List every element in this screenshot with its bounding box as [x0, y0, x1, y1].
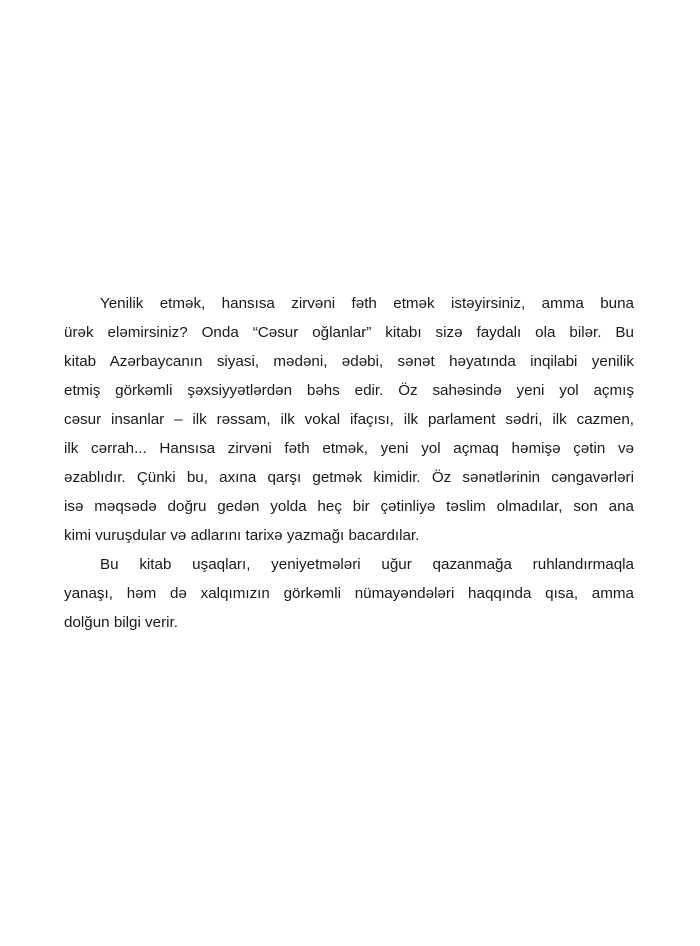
text-line: Yenilik etmək, hansısa zirvəni fəth etmək istəyirsiniz, amma buna	[100, 295, 634, 312]
text-line: isə məqsədə doğru gedən yolda heç bir çətinliyə təslim olmadılar, son ana	[64, 498, 634, 515]
paragraph-1	[64, 289, 634, 550]
text-line: əzablıdır. Çünki bu, axına qarşı getmək kimidir. Öz sənətlərinin cəngavərləri	[64, 469, 634, 486]
text-line: etmiş görkəmli şəxsiyyətlərdən bəhs edir. Öz sahəsində yeni yol açmış	[64, 382, 634, 399]
text-line: dolğun bilgi verir.	[64, 614, 178, 631]
text-line: cəsur insanlar – ilk rəssam, ilk vokal ifaçısı, ilk parlament sədri, ilk cazmen,	[64, 411, 634, 428]
text-line: yanaşı, həm də xalqımızın görkəmli nümayəndələri haqqında qısa, amma	[64, 585, 634, 602]
text-line: kitab Azərbaycanın siyasi, mədəni, ədəbi, sənət həyatında inqilabi yenilik	[64, 353, 634, 370]
paragraph-2	[64, 550, 634, 637]
text-line: kimi vuruşdular və adlarını tarixə yazmağı bacardılar.	[64, 527, 420, 544]
text-line: ürək eləmirsiniz? Onda “Cəsur oğlanlar” kitabı sizə faydalı ola bilər. Bu	[64, 324, 634, 341]
text-line: Bu kitab uşaqları, yeniyetmələri uğur qazanmağa ruhlandırmaqla	[100, 556, 634, 573]
text-line: ilk cərrah... Hansısa zirvəni fəth etmək, yeni yol açmaq həmişə çətin və	[64, 440, 634, 457]
body-text	[64, 289, 634, 637]
